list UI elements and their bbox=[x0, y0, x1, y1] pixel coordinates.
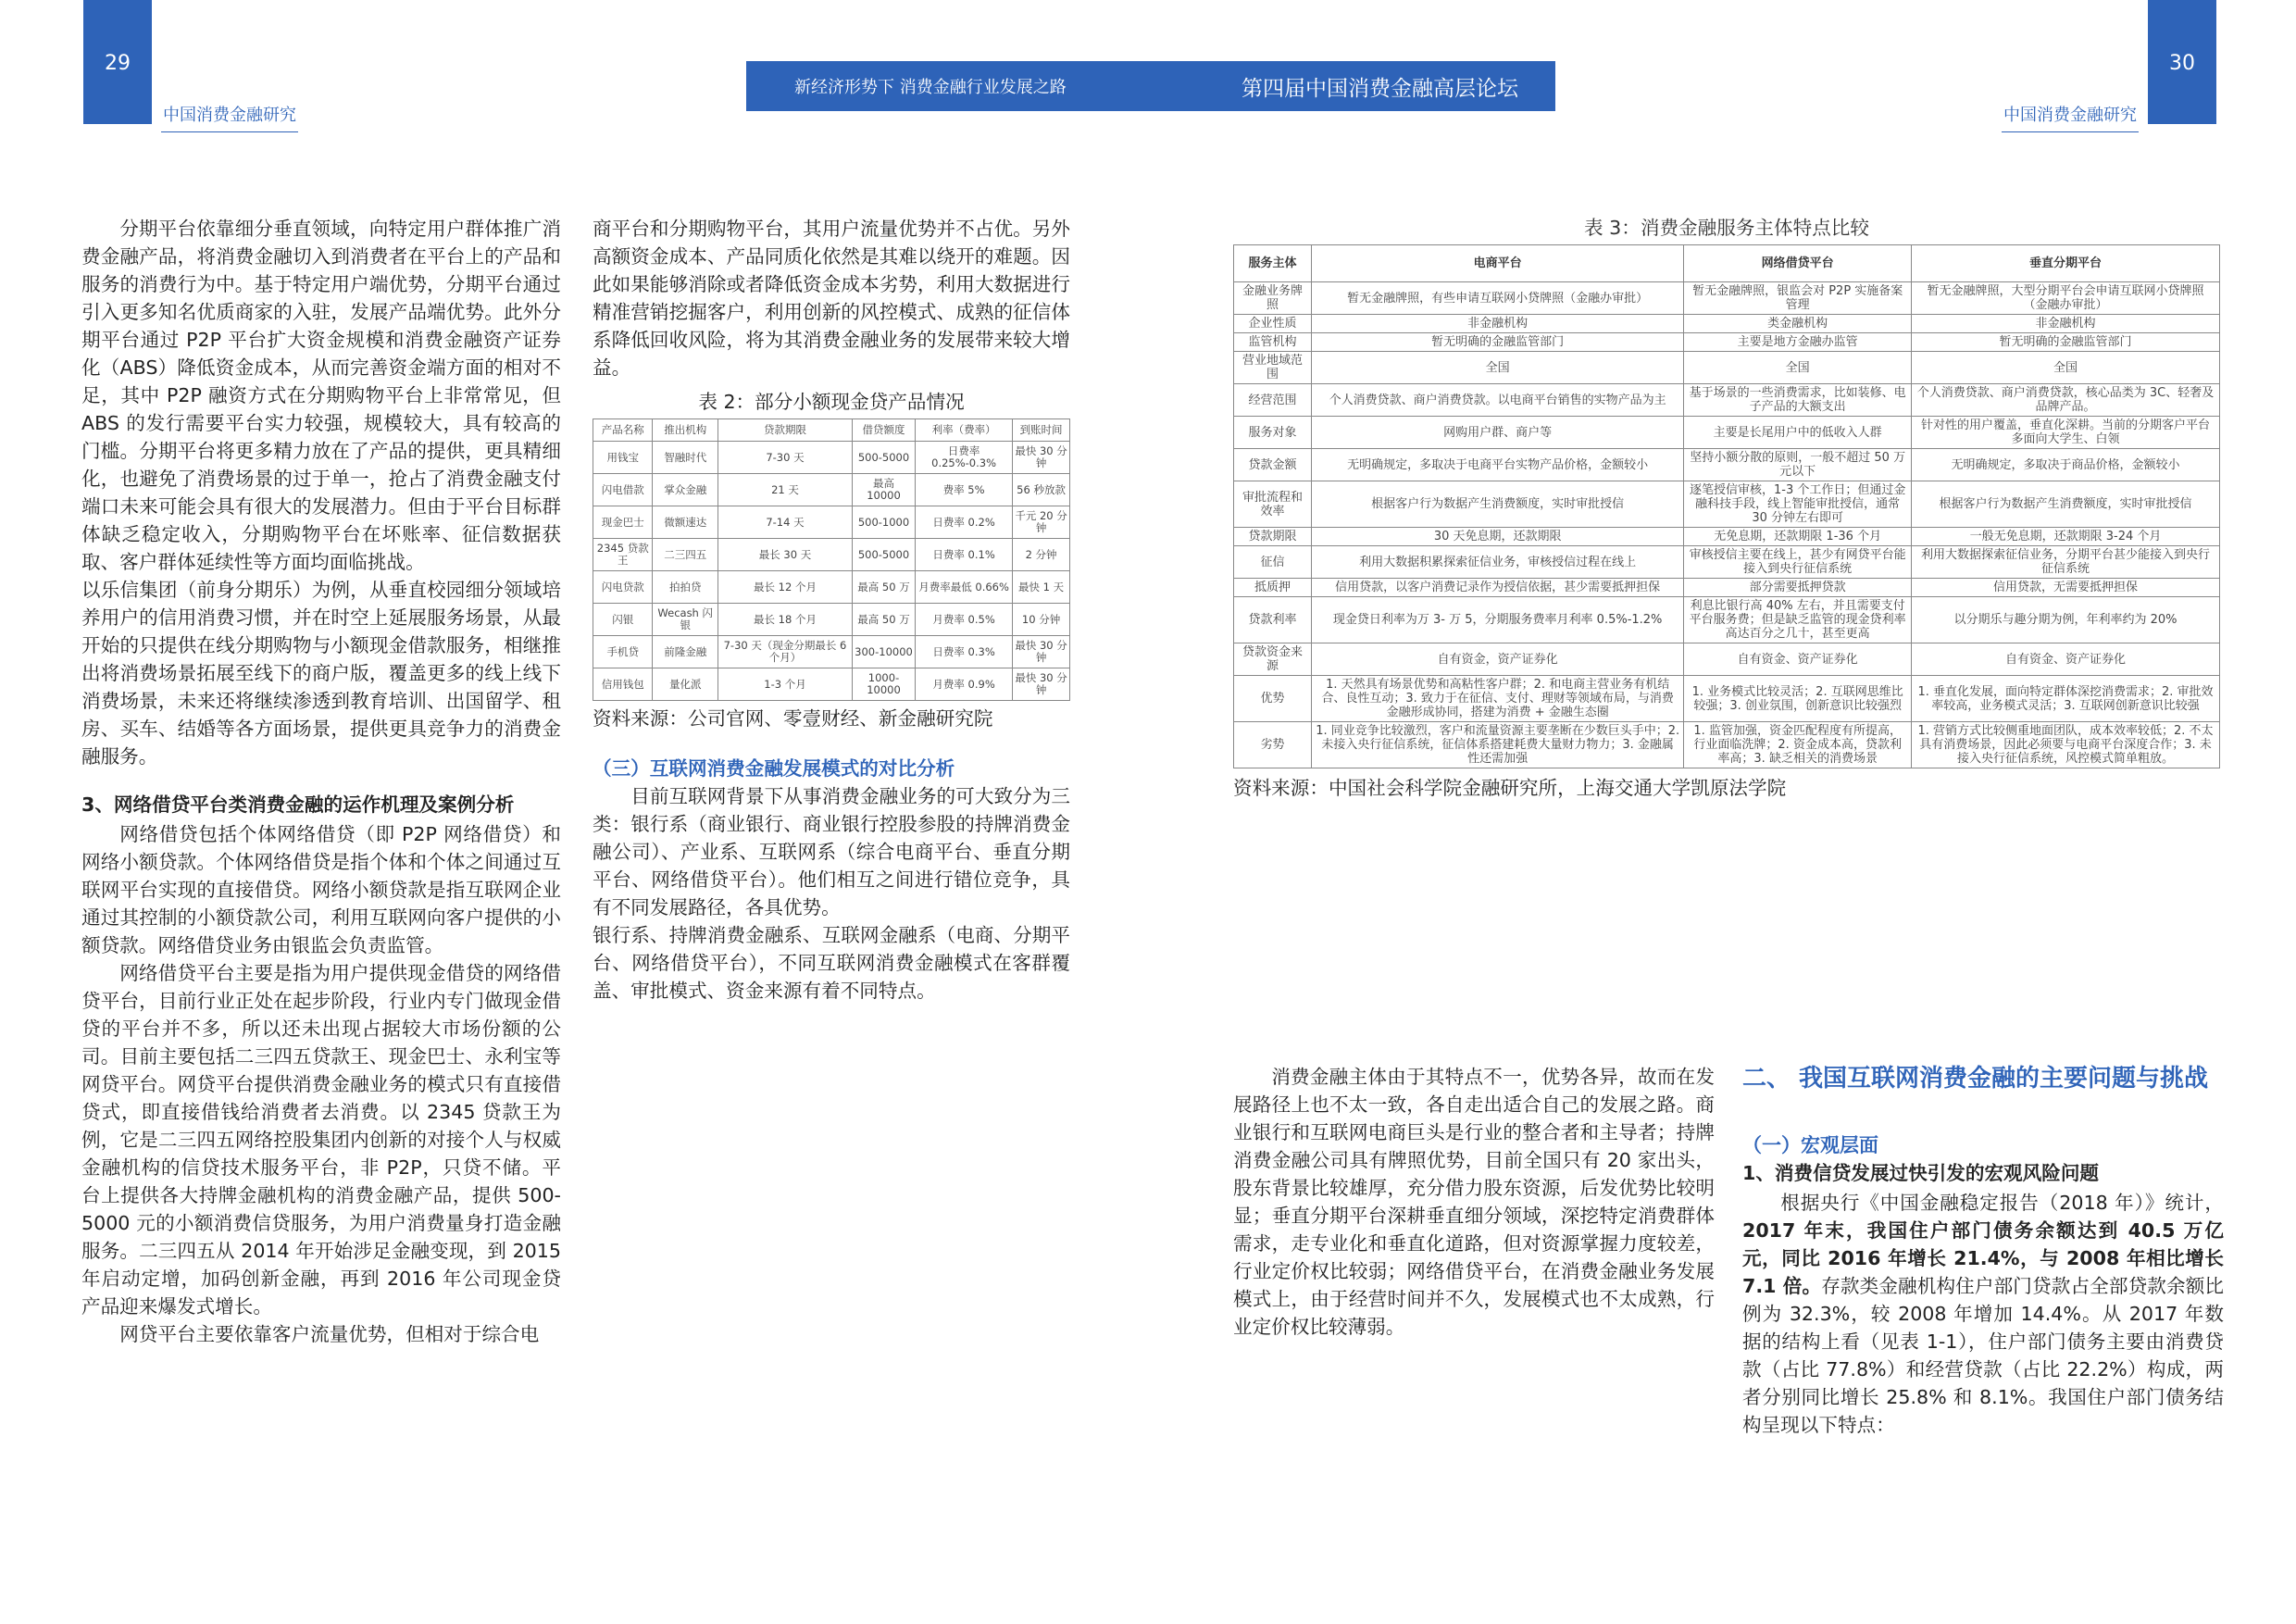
table-row bbox=[593, 604, 1070, 636]
table-cell: 类金融机构 bbox=[1684, 315, 1912, 333]
page-number-left: 29 bbox=[83, 0, 152, 124]
table-cell: 用钱宝 bbox=[593, 442, 653, 474]
table-cell: 闪电借款 bbox=[593, 474, 653, 506]
table-cell: 利用大数据探索征信业务，分期平台甚少能接入到央行征信系统 bbox=[1912, 546, 2220, 579]
table-cell: 坚持小额分散的原则，一般不超过 50 万元以下 bbox=[1684, 449, 1912, 481]
table-cell: 1-3 个月 bbox=[718, 668, 852, 701]
paragraph: 消费金融主体由于其特点不一，优势各异，故而在发展路径上也不太一致，各自走出适合自己的发展之路。商业银行和互联网电商巨头是行业的整合者和主导者；持牌消费金融公司具有牌照优势，目前全国只有 20 家出头，股东背景比较雄厚，充分借力股东资源，后发优势比较明显；垂直分期平台深耕垂直细分领域，深挖特定消费群体需求，走专业化和垂直化道路，但对资源掌握力度较差，行业定价权比较弱；网络借贷平台，在消费金融业务发展模式上，由于经营时间并不久，发展模式也不太成熟，行业定价权比较薄弱。 bbox=[1233, 1066, 1715, 1338]
table-cell: 拍拍贷 bbox=[653, 571, 718, 604]
table-cell: 信用贷款，以客户消费记录作为授信依据，甚少需要抵押担保 bbox=[1312, 579, 1684, 597]
table-header-cell: 利率（费率） bbox=[916, 419, 1013, 442]
table-cell: 自有资金、资产证券化 bbox=[1684, 643, 1912, 676]
table-row bbox=[1234, 546, 2220, 579]
table-row bbox=[593, 571, 1070, 604]
table-cell: 最快 30 分钟 bbox=[1013, 668, 1070, 701]
table-cell: 劣势 bbox=[1234, 722, 1312, 768]
subsection-heading: 3、网络借贷平台类消费金融的运作机理及案例分析 bbox=[81, 793, 515, 816]
table-3-block bbox=[1233, 215, 2220, 802]
paragraph bbox=[1742, 1189, 2224, 1439]
paragraph-bold: 2017 年末，我国住户部门债务余额达到 40.5 万亿元，同比 2016 年增长 21.4%，与 2008 年相比增长 7.1 倍。 bbox=[1742, 1219, 2224, 1297]
table-cell: 300-10000 bbox=[853, 636, 916, 668]
table-row bbox=[1234, 449, 2220, 481]
table-row bbox=[1234, 643, 2220, 676]
table-cell: 信用钱包 bbox=[593, 668, 653, 701]
table-cell: 1. 垂直化发展，面向特定群体深挖消费需求；2. 审批效率较高，业务模式灵活；3. 互联网创新意识比较强 bbox=[1912, 676, 2220, 722]
table-cell: 微额速达 bbox=[653, 506, 718, 539]
table-cell: 个人消费贷款、商户消费贷款，核心品类为 3C、轻奢及品牌产品。 bbox=[1912, 384, 2220, 417]
table-cell: 暂无明确的金融监管部门 bbox=[1312, 333, 1684, 352]
table-cell: 全国 bbox=[1912, 352, 2220, 384]
paragraph: 商平台和分期购物平台，其用户流量优势并不占优。另外高额资金成本、产品同质化依然是其难以绕开的难题。因此如果能够消除或者降低资金成本劣势，利用大数据进行精准营销挖掘客户，利用创新的风控模式、成熟的征信体系降低回收风险，将为其消费金融业务的发展带来较大增益。 bbox=[593, 218, 1070, 379]
table-cell: 企业性质 bbox=[1234, 315, 1312, 333]
table-cell: 根据客户行为数据产生消费额度，实时审批授信 bbox=[1312, 481, 1684, 528]
paragraph: 目前互联网背景下从事消费金融业务的可大致分为三类：银行系（商业银行、商业银行控股参股的持牌消费金融公司）、产业系、互联网系（综合电商平台、垂直分期平台、网络借贷平台）。他们相互之间进行错位竞争，具有不同发展路径，各具优势。 bbox=[593, 785, 1070, 918]
table-cell: 基于场景的一些消费需求，比如装修、电子产品的大额支出 bbox=[1684, 384, 1912, 417]
table-cell: 最快 1 天 bbox=[1013, 571, 1070, 604]
table-cell: 最快 30 分钟 bbox=[1013, 442, 1070, 474]
paragraph: 银行系、持牌消费金融系、互联网金融系（电商、分期平台、网络借贷平台），不同互联网消费金融模式在客群覆盖、审批模式、资金来源有着不同特点。 bbox=[593, 924, 1070, 1002]
table-2-source: 资料来源：公司官网、零壹财经、新金融研究院 bbox=[593, 707, 993, 730]
table-cell: 日费率 0.3% bbox=[916, 636, 1013, 668]
table-cell: 无明确规定，多取决于电商平台实物产品价格，金额较小 bbox=[1312, 449, 1684, 481]
table-row bbox=[593, 442, 1070, 474]
table-cell: 7-30 天 bbox=[718, 442, 852, 474]
table-cell: 500-5000 bbox=[853, 442, 916, 474]
table-row bbox=[1234, 282, 2220, 315]
table-cell: 10 分钟 bbox=[1013, 604, 1070, 636]
table-cell: 自有资金、资产证券化 bbox=[1912, 643, 2220, 676]
table-cell: 暂无金融牌照，有些申请互联网小贷牌照（金融办审批） bbox=[1312, 282, 1684, 315]
table-cell: 手机贷 bbox=[593, 636, 653, 668]
table-cell: 1. 同业竞争比较激烈，客户和流量资源主要垄断在少数巨头手中；2. 未接入央行征信系统，征信体系搭建耗费大量财力物力；3. 金融属性还需加强 bbox=[1312, 722, 1684, 768]
section-heading: （一）宏观层面 bbox=[1742, 1134, 1878, 1156]
section-heading: （三）互联网消费金融发展模式的对比分析 bbox=[593, 757, 955, 780]
table-cell: 最长 12 个月 bbox=[718, 571, 852, 604]
paragraph: 以乐信集团（前身分期乐）为例，从垂直校园细分领域培养用户的信用消费习惯，并在时空上延展服务场景，从最开始的只提供在线分期购物与小额现金借款服务，相继推出将消费场景拓展至线下的商户版，覆盖更多的线上线下消费场景，未来还将继续渗透到教育培训、出国留学、租房、买车、结婚等各方面场景，提供更具竞争力的消费金融服务。 bbox=[81, 579, 561, 768]
table-row bbox=[1234, 352, 2220, 384]
table-header-cell: 借贷额度 bbox=[853, 419, 916, 442]
table-cell: 费率 5% bbox=[916, 474, 1013, 506]
table-cell: 1. 业务模式比较灵活；2. 互联网思维比较强；3. 创业氛围，创新意识比较强烈 bbox=[1684, 676, 1912, 722]
table-cell: 2 分钟 bbox=[1013, 539, 1070, 571]
table-cell: 贷款期限 bbox=[1234, 528, 1312, 546]
table-header-row bbox=[1234, 245, 2220, 282]
table-cell: 月费率 0.9% bbox=[916, 668, 1013, 701]
subsection-heading: 1、消费信贷发展过快引发的宏观风险问题 bbox=[1742, 1162, 2100, 1184]
chapter-heading: 二、 我国互联网消费金融的主要问题与挑战 bbox=[1742, 1065, 2209, 1093]
table-cell: 信用贷款，无需要抵押担保 bbox=[1912, 579, 2220, 597]
table-cell: 56 秒放款 bbox=[1013, 474, 1070, 506]
table-cell: 最长 30 天 bbox=[718, 539, 852, 571]
table-3-title: 表 3：消费金融服务主体特点比较 bbox=[1584, 217, 1869, 239]
table-cell: Wecash 闪银 bbox=[653, 604, 718, 636]
table-cell: 最快 30 分钟 bbox=[1013, 636, 1070, 668]
table-cell: 日费率 0.25%-0.3% bbox=[916, 442, 1013, 474]
table-cell: 最高 50 万 bbox=[853, 571, 916, 604]
table-cell: 优势 bbox=[1234, 676, 1312, 722]
table-cell: 利用大数据积累探索征信业务，审核授信过程在线上 bbox=[1312, 546, 1684, 579]
table-cell: 最高 50 万 bbox=[853, 604, 916, 636]
table-cell: 无免息期，还款期限 1-36 个月 bbox=[1684, 528, 1912, 546]
table-cell: 抵质押 bbox=[1234, 579, 1312, 597]
table-cell: 闪银 bbox=[593, 604, 653, 636]
table-cell: 全国 bbox=[1684, 352, 1912, 384]
paragraph: 分期平台依靠细分垂直领域，向特定用户群体推广消费金融产品，将消费金融切入到消费者在平台上的产品和服务的消费行为中。基于特定用户端优势，分期平台通过引入更多知名优质商家的入驻，发展产品端优势。此外分期平台通过 P2P 平台扩大资金规模和消费金融资产证券化（ABS）降低资金成本，从而完善资金端方面的相对不足，其中 P2P 融资方式在分期购物平台上非常常见，但 ABS 的发行需要平台实力较强，规模较大，具有较高的门槛。分期平台将更多精力放在了产品的提供，更具精细化，也避免了消费场景的过于单一，抢占了消费金融支付端口未来可能会具有很大的发展潜力。但由于平台目标群体缺乏稳定收入，分期购物平台在坏账率、征信数据获取、客户群体延续性等方面均面临挑战。 bbox=[81, 218, 561, 573]
table-2 bbox=[593, 418, 1070, 701]
table-cell: 营业地域范围 bbox=[1234, 352, 1312, 384]
table-cell: 贷款金额 bbox=[1234, 449, 1312, 481]
table-cell: 暂无明确的金融监管部门 bbox=[1912, 333, 2220, 352]
table-cell: 7-30 天（现金分期最长 6 个月） bbox=[718, 636, 852, 668]
table-cell: 量化派 bbox=[653, 668, 718, 701]
table-cell: 7-14 天 bbox=[718, 506, 852, 539]
table-cell: 主要是地方金融办监管 bbox=[1684, 333, 1912, 352]
table-cell: 无明确规定，多取决于商品价格，金额较小 bbox=[1912, 449, 2220, 481]
table-cell: 审核授信主要在线上，甚少有网贷平台能接入到央行征信系统 bbox=[1684, 546, 1912, 579]
table-header-cell: 到账时间 bbox=[1013, 419, 1070, 442]
table-row bbox=[1234, 597, 2220, 643]
table-row bbox=[1234, 417, 2220, 449]
table-cell: 个人消费贷款、商户消费贷款。以电商平台销售的实物产品为主 bbox=[1312, 384, 1684, 417]
table-2-title: 表 2：部分小额现金贷产品情况 bbox=[698, 391, 965, 413]
table-cell: 全国 bbox=[1312, 352, 1684, 384]
table-row bbox=[1234, 384, 2220, 417]
column-3 bbox=[1233, 1063, 1715, 1341]
table-header-cell: 推出机构 bbox=[653, 419, 718, 442]
paragraph: 网络借贷平台主要是指为用户提供现金借贷的网络借贷平台，目前行业正处在起步阶段，行业内专门做现金借贷的平台并不多，所以还未出现占据较大市场份额的公司。目前主要包括二三四五贷款王、现金巴士、永利宝等网贷平台。网贷平台提供消费金融业务的模式只有直接借贷式，即直接借钱给消费者去消费。以 2345 贷款王为例，它是二三四五网络控股集团内创新的对接个人与权威金融机构的信贷技术服务平台，非 P2P，只贷不储。平台上提供各大持牌金融机构的消费金融产品，提供 500-5000 元的小额消费信贷服务，为用户消费量身打造金融服务。二三四五从 2014 年开始涉足金融变现，到 2015 年启动定增，加码创新金融，再到 2016 年公司现金贷产品迎来爆发式增长。 bbox=[81, 962, 561, 1318]
table-row bbox=[593, 668, 1070, 701]
table-header-cell: 产品名称 bbox=[593, 419, 653, 442]
table-row bbox=[593, 636, 1070, 668]
table-header-cell: 服务主体 bbox=[1234, 245, 1312, 282]
table-cell: 二三四五 bbox=[653, 539, 718, 571]
table-cell: 服务对象 bbox=[1234, 417, 1312, 449]
table-row bbox=[593, 474, 1070, 506]
table-cell: 监管机构 bbox=[1234, 333, 1312, 352]
table-cell: 智融时代 bbox=[653, 442, 718, 474]
table-cell: 2345 贷款王 bbox=[593, 539, 653, 571]
table-row bbox=[1234, 579, 2220, 597]
paragraph-rest: 存款类金融机构住户部门贷款占全部贷款余额比例为 32.3%，较 2008 年增加 14.4%。从 2017 年数据的结构上看（见表 1-1），住户部门债务主要由消费贷款（占比 77.8%）和经营贷款（占比 22.2%）构成，两者分别同比增长 25.8% 和 8.1%。我国住户部门债务结构呈现以下特点： bbox=[1742, 1275, 2225, 1436]
table-row bbox=[1234, 333, 2220, 352]
table-cell: 非金融机构 bbox=[1912, 315, 2220, 333]
header-banner bbox=[746, 61, 1555, 111]
table-cell: 1. 天然具有场景优势和高粘性客户群；2. 和电商主营业务有机结合、良性互动；3. 致力于在征信、支付、理财等领域布局，与消费金融形成协同，搭建为消费 + 金融生态圈 bbox=[1312, 676, 1684, 722]
table-cell: 500-1000 bbox=[853, 506, 916, 539]
table-cell: 千元 20 分钟 bbox=[1013, 506, 1070, 539]
table-cell: 金融业务牌照 bbox=[1234, 282, 1312, 315]
table-cell: 现金贷日利率为万 3- 万 5，分期服务费率月利率 0.5%-1.2% bbox=[1312, 597, 1684, 643]
table-header-cell: 垂直分期平台 bbox=[1912, 245, 2220, 282]
table-row bbox=[593, 539, 1070, 571]
table-cell: 闪电贷款 bbox=[593, 571, 653, 604]
table-cell: 日费率 0.1% bbox=[916, 539, 1013, 571]
table-cell: 月费率最低 0.66% bbox=[916, 571, 1013, 604]
table-cell: 以分期乐与趣分期为例，年利率约为 20% bbox=[1912, 597, 2220, 643]
table-cell: 部分需要抵押贷款 bbox=[1684, 579, 1912, 597]
table-header-cell: 网络借贷平台 bbox=[1684, 245, 1912, 282]
paragraph-lead: 根据央行《中国金融稳定报告（2018 年）》统计， bbox=[1780, 1192, 2224, 1214]
brand-label-left: 中国消费金融研究 bbox=[161, 102, 298, 132]
table-cell: 一般无免息期，还款期限 3-24 个月 bbox=[1912, 528, 2220, 546]
table-cell: 根据客户行为数据产生消费额度，实时审批授信 bbox=[1912, 481, 2220, 528]
table-cell: 征信 bbox=[1234, 546, 1312, 579]
table-header-cell: 贷款期限 bbox=[718, 419, 852, 442]
table-cell: 非金融机构 bbox=[1312, 315, 1684, 333]
table-cell: 500-5000 bbox=[853, 539, 916, 571]
table-cell: 利息比银行高 40% 左右，并且需要支付平台服务费；但是缺乏监管的现金贷利率高达百分之几十，甚至更高 bbox=[1684, 597, 1912, 643]
column-4 bbox=[1742, 1131, 2224, 1439]
table-cell: 自有资金，资产证券化 bbox=[1312, 643, 1684, 676]
table-cell: 日费率 0.2% bbox=[916, 506, 1013, 539]
table-row bbox=[1234, 481, 2220, 528]
table-cell: 1000-10000 bbox=[853, 668, 916, 701]
table-cell: 30 天免息期，还款期限 bbox=[1312, 528, 1684, 546]
table-cell: 1. 监管加强，资金匹配程度有所提高，行业面临洗牌；2. 资金成本高，贷款利率高；3. 缺乏相关的消费场景 bbox=[1684, 722, 1912, 768]
table-cell: 现金巴士 bbox=[593, 506, 653, 539]
table-cell: 主要是长尾用户中的低收入人群 bbox=[1684, 417, 1912, 449]
table-cell: 月费率 0.5% bbox=[916, 604, 1013, 636]
table-cell: 暂无金融牌照，银监会对 P2P 实施备案管理 bbox=[1684, 282, 1912, 315]
table-row bbox=[593, 506, 1070, 539]
table-cell: 掌众金融 bbox=[653, 474, 718, 506]
table-row bbox=[1234, 676, 2220, 722]
table-cell: 21 天 bbox=[718, 474, 852, 506]
table-cell: 1. 营销方式比较侧重地面团队，成本效率较低；2. 不太具有消费场景，因此必须要与电商平台深度合作；3. 未接入央行征信系统，风控模式简单粗放。 bbox=[1912, 722, 2220, 768]
table-cell: 最长 18 个月 bbox=[718, 604, 852, 636]
column-1 bbox=[81, 215, 561, 1348]
table-header-cell: 电商平台 bbox=[1312, 245, 1684, 282]
table-header-row bbox=[593, 419, 1070, 442]
table-cell: 审批流程和效率 bbox=[1234, 481, 1312, 528]
table-cell: 贷款资金来源 bbox=[1234, 643, 1312, 676]
table-3 bbox=[1233, 244, 2220, 768]
table-row bbox=[1234, 315, 2220, 333]
table-cell: 网购用户群、商户等 bbox=[1312, 417, 1684, 449]
table-cell: 逐笔授信审核，1-3 个工作日；但通过金融科技手段，线上智能审批授信，通常 30 分钟左右即可 bbox=[1684, 481, 1912, 528]
table-3-source: 资料来源：中国社会科学院金融研究所，上海交通大学凯原法学院 bbox=[1233, 777, 1787, 799]
table-row bbox=[1234, 528, 2220, 546]
table-cell: 针对性的用户覆盖，垂直化深耕。当前的分期客户平台多面向大学生、白领 bbox=[1912, 417, 2220, 449]
table-row bbox=[1234, 722, 2220, 768]
table-cell: 暂无金融牌照，大型分期平台会申请互联网小贷牌照（金融办审批） bbox=[1912, 282, 2220, 315]
banner-title: 第四届中国消费金融高层论坛 bbox=[1242, 76, 1518, 101]
banner-subtitle: 新经济形势下 消费金融行业发展之路 bbox=[794, 78, 1067, 97]
paragraph: 网络借贷包括个体网络借贷（即 P2P 网络借贷）和网络小额贷款。个体网络借贷是指个体和个体之间通过互联网平台实现的直接借贷。网络小额贷款是指互联网企业通过其控制的小额贷款公司，利用互联网向客户提供的小额贷款。网络借贷业务由银监会负责监管。 bbox=[81, 823, 561, 956]
page-number-right: 30 bbox=[2148, 0, 2216, 124]
column-2 bbox=[593, 215, 1070, 1005]
table-cell: 前隆金融 bbox=[653, 636, 718, 668]
table-cell: 贷款利率 bbox=[1234, 597, 1312, 643]
table-cell: 经营范围 bbox=[1234, 384, 1312, 417]
brand-label-right: 中国消费金融研究 bbox=[2002, 102, 2139, 132]
table-cell: 最高 10000 bbox=[853, 474, 916, 506]
paragraph: 网贷平台主要依靠客户流量优势，但相对于综合电 bbox=[119, 1323, 540, 1345]
